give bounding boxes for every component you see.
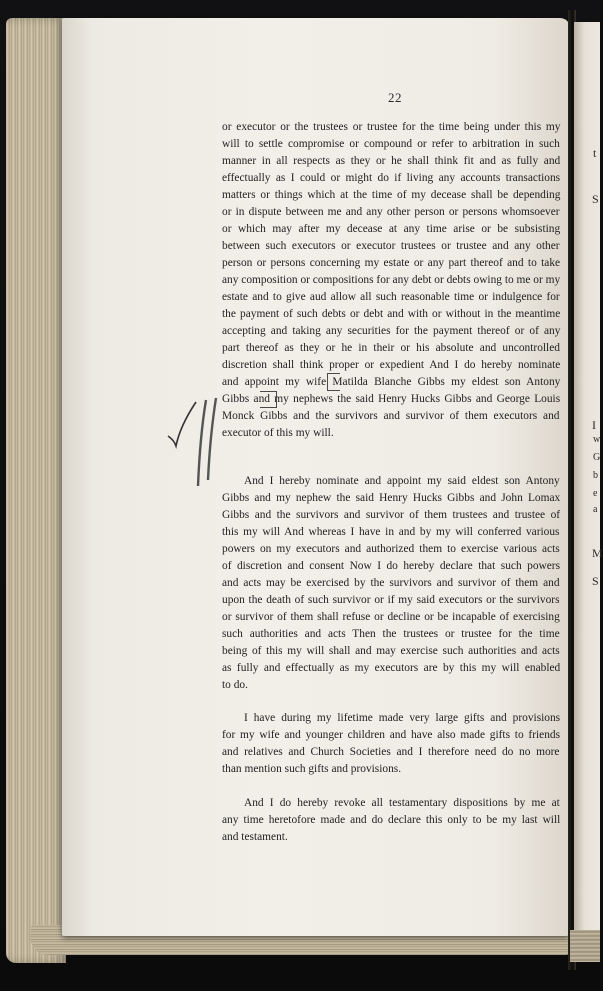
facing-page-letter: G [593,452,601,463]
ink-bracket-mark [327,373,340,391]
text-line: And I hereby nominate and appoint my said eldest son Antony [244,475,560,487]
ink-bracket-mark [260,391,277,408]
text-line: and testament. [222,831,288,843]
text-line: any composition or compositions for any debt or debts owing to me or my [222,274,561,286]
facing-page-edges [570,930,600,962]
facing-page-letter: I [592,418,596,432]
text-line: and appoint my wife Matilda Blanche Gibbs my eldest son Antony [222,376,561,388]
page-number: 22 [388,90,402,105]
text-line: or executor or the trustees or trustee for the time being under this my [222,121,561,133]
text-line: and acts may be exercised by the survivors and survivor of them and [222,577,560,589]
text-line: to do. [222,679,248,691]
text-line: estate and to give aud allow all such reasonable time or indulgence for [222,291,560,303]
text-line: Gibbs and the survivors and survivor of them trustees and trustee of [222,509,561,521]
text-line: being of this my will shall and may exercise such authorities and acts [222,645,560,657]
text-line: this my will And whereas I have in and by my will conferred various [222,526,560,538]
facing-page-letter: w [593,434,601,445]
text-line: such authorities and acts Then the trustees or trustee for the time [222,628,560,640]
text-line: upon the death of such survivor or if my said executors or the survivors [222,594,560,606]
text-line: person or persons concerning my estate or any part thereof and to take [222,257,561,269]
text-line: will to settle compromise or compound or refer to arbitration in such [222,138,560,150]
facing-page-letter: a [593,504,598,515]
text-line: manner in all respects as they or he shall think fit and as fully and [222,155,561,167]
text-line: of discretion and consent Now I do hereby declare that such powers [222,560,561,572]
text-line: accepting and taking any securities for the payment thereof or of any [222,325,561,337]
text-line: powers on my executors and authorized them to exercise various acts [222,543,560,555]
text-line: than mention such gifts and provisions. [222,763,402,775]
facing-page-letter: S [592,574,599,588]
facing-page-letter: S [592,192,599,206]
text-line: between such executors or executor trustees or trustee and any other [222,240,560,252]
text-line: executor of this my will. [222,427,334,439]
text-line: for my wife and younger children and have also made gifts to friends [222,729,561,741]
text-line: I have during my lifetime made very large gifts and provisions [244,712,561,724]
facing-page-letter: t [593,146,597,160]
text-line: or survivor of them shall refuse or decline or be incapable of exercising [222,611,560,623]
text-line: or in dispute between me and any other person or persons whomsoever [222,206,560,218]
text-line: any time heretofore made and do declare this only to be my last will [222,814,561,826]
text-line: effectually as I could or might do if living any accounts transactions [222,172,561,184]
handwritten-margin-mark [166,396,226,492]
text-line: the payment of such debts or debt and with or without in the meantime [222,308,561,320]
text-line: part thereof as they or he in their or his absolute and uncontrolled [222,342,560,354]
book-page-edges [6,18,66,963]
text-line: And I do hereby revoke all testamentary dispositions by me at [244,797,560,809]
facing-page-letter: M [592,546,603,560]
facing-page-letter: b [593,470,598,481]
facing-page-letter: e [593,488,598,499]
text-line: discretion shall think proper or expedient And I do hereby nominate [222,359,561,371]
text-line: Monck Gibbs and the survivors and survivor of them executors and [222,410,560,422]
text-line: Gibbs and my nephew the said Henry Hucks Gibbs and John Lomax [222,492,561,504]
text-line: as fully and effectually as my executors are by this my will enabled [222,662,561,674]
text-line: or which may after my decease at any time arise or be subsisting [222,223,561,235]
text-line: matters or things which at the time of my decease shall be depending [222,189,561,201]
text-line: and relatives and Church Societies and I therefore need do no more [222,746,560,758]
text-line: Gibbs and my nephews the said Henry Hucks Gibbs and George Louis [222,393,561,405]
